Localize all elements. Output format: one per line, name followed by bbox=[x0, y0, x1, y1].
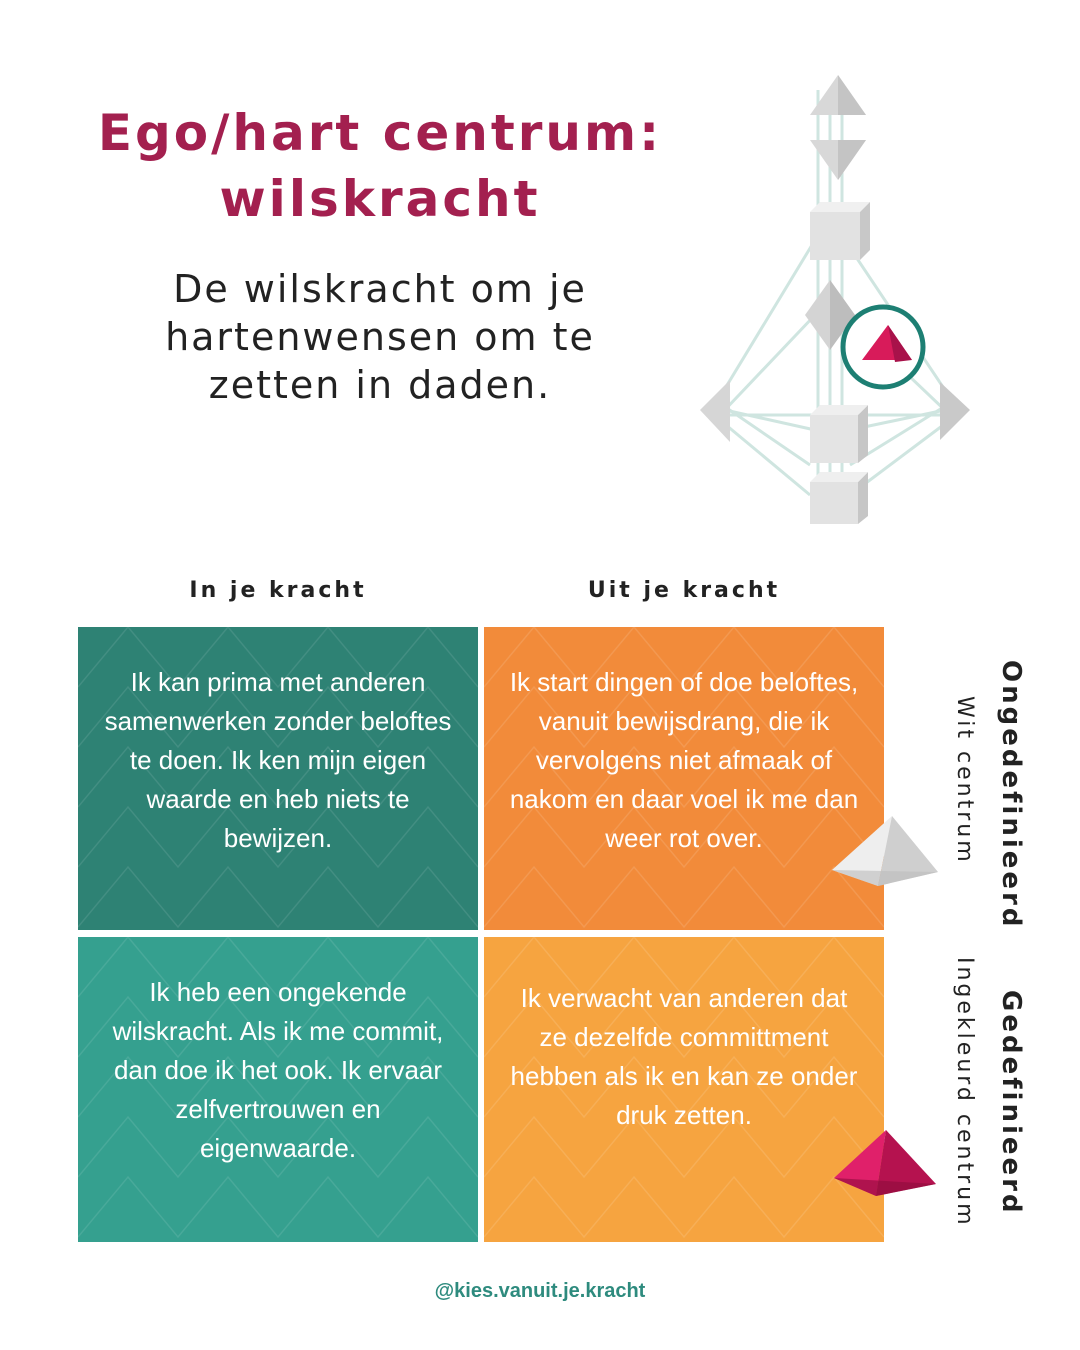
row-sublabel-wit-centrum: Wit centrum bbox=[952, 695, 977, 865]
row-sublabel-ingekleurd-centrum: Ingekleurd centrum bbox=[952, 957, 977, 1228]
cell-top-right bbox=[484, 627, 884, 930]
footer-handle: @kies.vanuit.je.kracht bbox=[434, 1280, 646, 1302]
cell-bottom-right bbox=[484, 937, 884, 1242]
cell-text-top-left: Ik kan prima met anderen samenwerken zonder beloftes te doen. Ik ken mijn eigen waarde en heb niets te bewijzen. bbox=[104, 667, 452, 853]
column-header-in-kracht: In je kracht bbox=[189, 578, 367, 603]
column-header-uit-kracht: Uit je kracht bbox=[587, 578, 781, 603]
page-subtitle: De wilskracht om je hartenwensen om te zetten in daden. bbox=[165, 267, 595, 407]
cell-text-bottom-left: Ik heb een ongekende wilskracht. Als ik me commit, dan doe ik het ook. Ik ervaar zelfvertrouwen en eigenwaarde. bbox=[112, 977, 444, 1163]
cell-top-left bbox=[78, 627, 478, 930]
white-pyramid-icon bbox=[828, 812, 942, 890]
title-line-2: wilskracht bbox=[219, 170, 541, 228]
page-title bbox=[80, 100, 680, 232]
magenta-pyramid-icon bbox=[830, 1128, 940, 1200]
row-label-gedefinieerd: Gedefinieerd bbox=[996, 990, 1026, 1216]
cell-bottom-left bbox=[78, 937, 478, 1242]
bodygraph-icon bbox=[690, 70, 980, 530]
cell-text-top-right: Ik start dingen of doe beloftes, vanuit bewijsdrang, die ik vervolgens niet afmaak of nakom en daar voel ik me dan weer rot over. bbox=[509, 667, 859, 853]
row-label-ongedefinieerd: Ongedefinieerd bbox=[996, 660, 1026, 930]
cell-text-bottom-right: Ik verwacht van anderen dat ze dezelfde committment hebben als ik en kan ze onder druk zetten. bbox=[510, 983, 858, 1130]
title-line-1: Ego/hart centrum: bbox=[97, 104, 663, 162]
